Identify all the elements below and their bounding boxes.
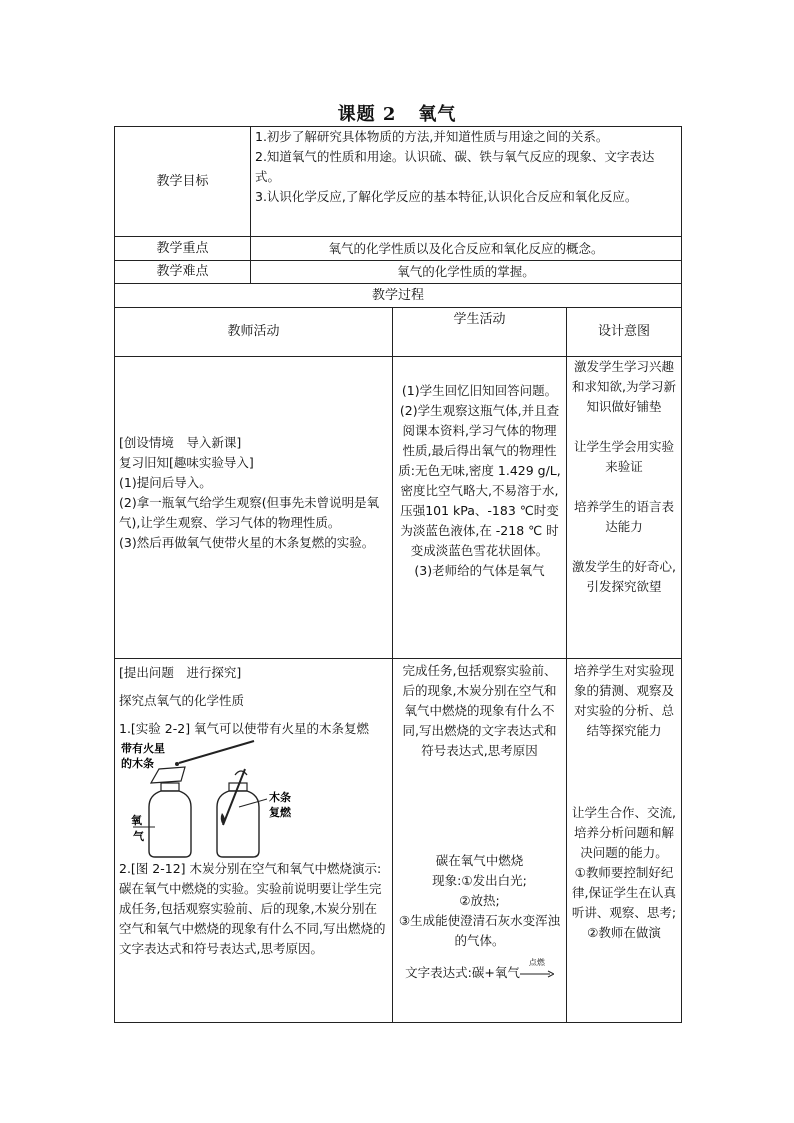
design-line: 让学生学会用实验来验证: [574, 439, 675, 474]
key-point-text: 氧气的化学性质以及化合反应和氧化反应的概念。: [251, 237, 682, 261]
objective-item: 1.初步了解研究具体物质的方法,并知道性质与用途之间的关系。: [255, 129, 609, 144]
col-design-header: 设计意图: [567, 308, 682, 357]
spark-icon: [175, 762, 179, 766]
intro-design-intent: [567, 357, 682, 659]
key-point-row: [115, 237, 682, 261]
phenomenon-line: ③生成能使澄清石灰水变浑浊的气体。: [398, 913, 561, 948]
explore-row: [115, 659, 682, 1023]
experiment-1-text: 1.[实验 2-2] 氧气可以使带有火星的木条复燃: [119, 721, 370, 736]
teacher-line: [创设情境 导入新课]: [119, 435, 242, 450]
wooden-stick-icon: [179, 741, 254, 763]
teacher-line: (3)然后再做氧气使带火星的木条复燃的实验。: [119, 535, 375, 550]
title-topic: 氧气: [418, 104, 457, 125]
teacher-heading: [提出问题 进行探究]: [119, 665, 242, 680]
label-oxygen-2: 气: [133, 830, 144, 843]
explore-teacher-activity: [115, 659, 393, 1023]
label-oxygen-1: 氧: [131, 814, 142, 827]
teacher-line: (1)提问后导入。: [119, 475, 212, 490]
design-line: 激发学生学习兴趣和求知欲,为学习新知识做好铺垫: [572, 359, 676, 414]
oxygen-bottle-left-icon: [149, 767, 191, 857]
teacher-line: (2)拿一瓶氧气给学生观察(但事先未曾说明是氧气),让学生观察、学习气体的物理性质。: [119, 495, 380, 530]
difficulty-label: 教学难点: [115, 261, 251, 284]
difficulty-text: 氧气的化学性质的掌握。: [251, 261, 682, 284]
student-line: (2)学生观察这瓶气体,并且查阅课本资料,学习气体的物理性质,最后得出氧气的物理性质:无色无味,密度 1.429 g/L,密度比空气略大,不易溶于水,压强101 kPa、-183 ℃时变为淡蓝色液体,在 -218 ℃ 时变成淡蓝色雪花状固体。: [398, 403, 561, 558]
objectives-row: [115, 127, 682, 237]
oxygen-experiment-figure: [119, 739, 389, 859]
design-line: 激发学生的好奇心,引发探究欲望: [572, 559, 676, 594]
teacher-subheading: 探究点氧气的化学性质: [119, 693, 245, 708]
teacher-line: 复习旧知[趣味实验导入]: [119, 455, 254, 470]
process-heading-row: [115, 284, 682, 308]
objectives-content: [251, 127, 682, 237]
reaction-arrow: [520, 957, 554, 981]
design-line: 让学生合作、交流,培养分析问题和解决问题的能力。: [572, 805, 676, 860]
explore-student-activity: [393, 659, 567, 1023]
phenomenon-line: 现象:①发出白光;: [432, 873, 527, 888]
objectives-label: 教学目标: [115, 127, 251, 237]
objective-item: 3.认识化学反应,了解化学反应的基本特征,认识化合反应和氧化反应。: [255, 189, 638, 204]
lesson-plan-table: [114, 126, 682, 1023]
arrow-icon: [520, 970, 554, 978]
title-lesson-number: 课题 2: [337, 104, 397, 125]
phenomenon-line: ②放热;: [459, 893, 500, 908]
label-glowing-stick-2: 的木条: [121, 757, 154, 770]
burn-title: 碳在氧气中燃烧: [435, 853, 524, 868]
expression-prefix: 文字表达式:碳+氧气: [405, 965, 520, 980]
col-teacher-header: 教师活动: [115, 308, 393, 357]
intro-teacher-activity: [115, 357, 393, 659]
student-task: 完成任务,包括观察实验前、后的现象,木炭分别在空气和氧气中燃烧的现象有什么不同,写出燃烧的文字表达式和符号表达式,思考原因: [402, 663, 557, 758]
oxygen-bottle-right-icon: [217, 769, 259, 857]
key-point-label: 教学重点: [115, 237, 251, 261]
page-title: [0, 100, 794, 126]
reaction-condition: 点燃: [528, 957, 545, 967]
label-relight-1: 木条: [269, 791, 291, 804]
intro-row: [115, 357, 682, 659]
word-expression: [397, 957, 562, 983]
student-line: (3)老师给的气体是氧气: [414, 563, 545, 578]
design-line: 培养学生对实验现象的猜测、观察及对实验的分析、总结等探究能力: [574, 663, 675, 738]
process-heading: 教学过程: [115, 284, 682, 308]
label-glowing-stick: 带有火星: [121, 742, 165, 755]
process-header-row: [115, 308, 682, 357]
design-line: ①教师要控制好纪律,保证学生在认真听讲、观察、思考;: [571, 865, 677, 920]
label-relight-2: 复燃: [269, 806, 291, 819]
col-student-header: 学生活动: [393, 308, 567, 357]
objective-item: 2.知道氧气的性质和用途。认识硫、碳、铁与氧气反应的现象、文字表达式。: [255, 149, 655, 184]
explore-design-intent: [567, 659, 682, 1023]
intro-student-activity: [393, 357, 567, 659]
design-line: ②教师在做演: [587, 925, 661, 940]
difficulty-row: [115, 261, 682, 284]
experiment-2-text: 2.[图 2-12] 木炭分别在空气和氧气中燃烧演示: 碳在氧气中燃烧的实验。实验前说明要让学生完成任务,包括观察实验前、后的现象,木炭分别在空气和氧气中燃烧的现象有什么不同,写出燃烧的文字表达式和符号表达式,思考原因。: [119, 861, 386, 956]
design-line: 培养学生的语言表达能力: [574, 499, 675, 534]
student-line: (1)学生回忆旧知回答问题。: [401, 383, 558, 398]
